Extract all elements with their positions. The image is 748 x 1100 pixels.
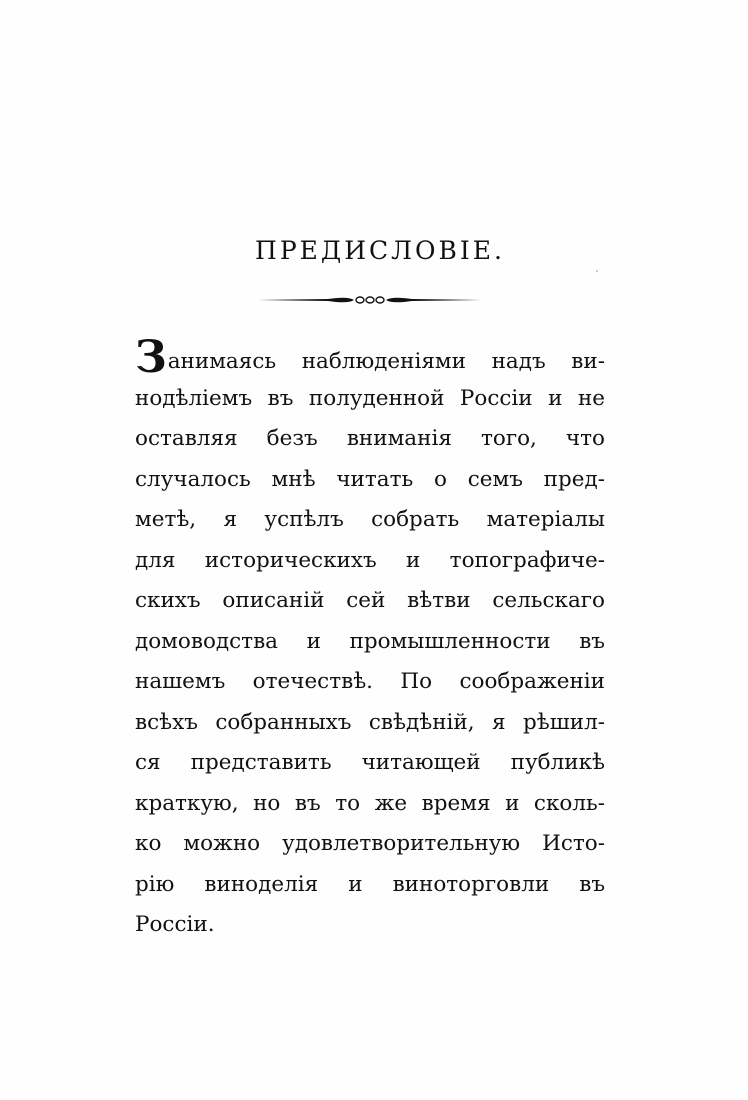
text-line: Россіи.: [135, 912, 215, 937]
text-line: оставляя безъ вниманія того, что: [135, 426, 605, 451]
text-line: ся представить читающей публикѣ: [135, 750, 605, 775]
text-line: случалось мнѣ читать о семъ пред-: [135, 466, 605, 492]
text-line: домоводства и промышленности въ: [135, 628, 605, 654]
text-line: всѣхъ собранныхъ свѣдѣній, я рѣшил-: [135, 709, 605, 735]
paper-speck: [596, 270, 598, 272]
text-line: ко можно удовлетворительную Исто-: [135, 831, 605, 856]
text-line-content: анимаясь наблюденіями надъ ви-: [167, 349, 605, 374]
ornament-divider-icon: [258, 292, 482, 308]
text-line: рію виноделія и виноторговли въ: [135, 871, 605, 897]
drop-initial: З: [135, 332, 167, 383]
text-line: нашемъ отечествѣ. По соображеніи: [135, 669, 605, 694]
page-title: ПРЕДИСЛОВІЕ.: [255, 236, 505, 265]
preface-paragraph: [135, 332, 605, 946]
text-line: для историческихъ и топографиче-: [135, 547, 605, 573]
text-line: скихъ описаній сей вѣтви сельскаго: [135, 588, 605, 613]
text-line: краткую, но въ то же время и сколь-: [135, 790, 605, 816]
text-line: метѣ, я успѣлъ собрать матеріалы: [135, 507, 605, 532]
text-line: [135, 332, 605, 383]
text-line: нодѣліемъ въ полуденной Россіи и не: [135, 385, 605, 411]
